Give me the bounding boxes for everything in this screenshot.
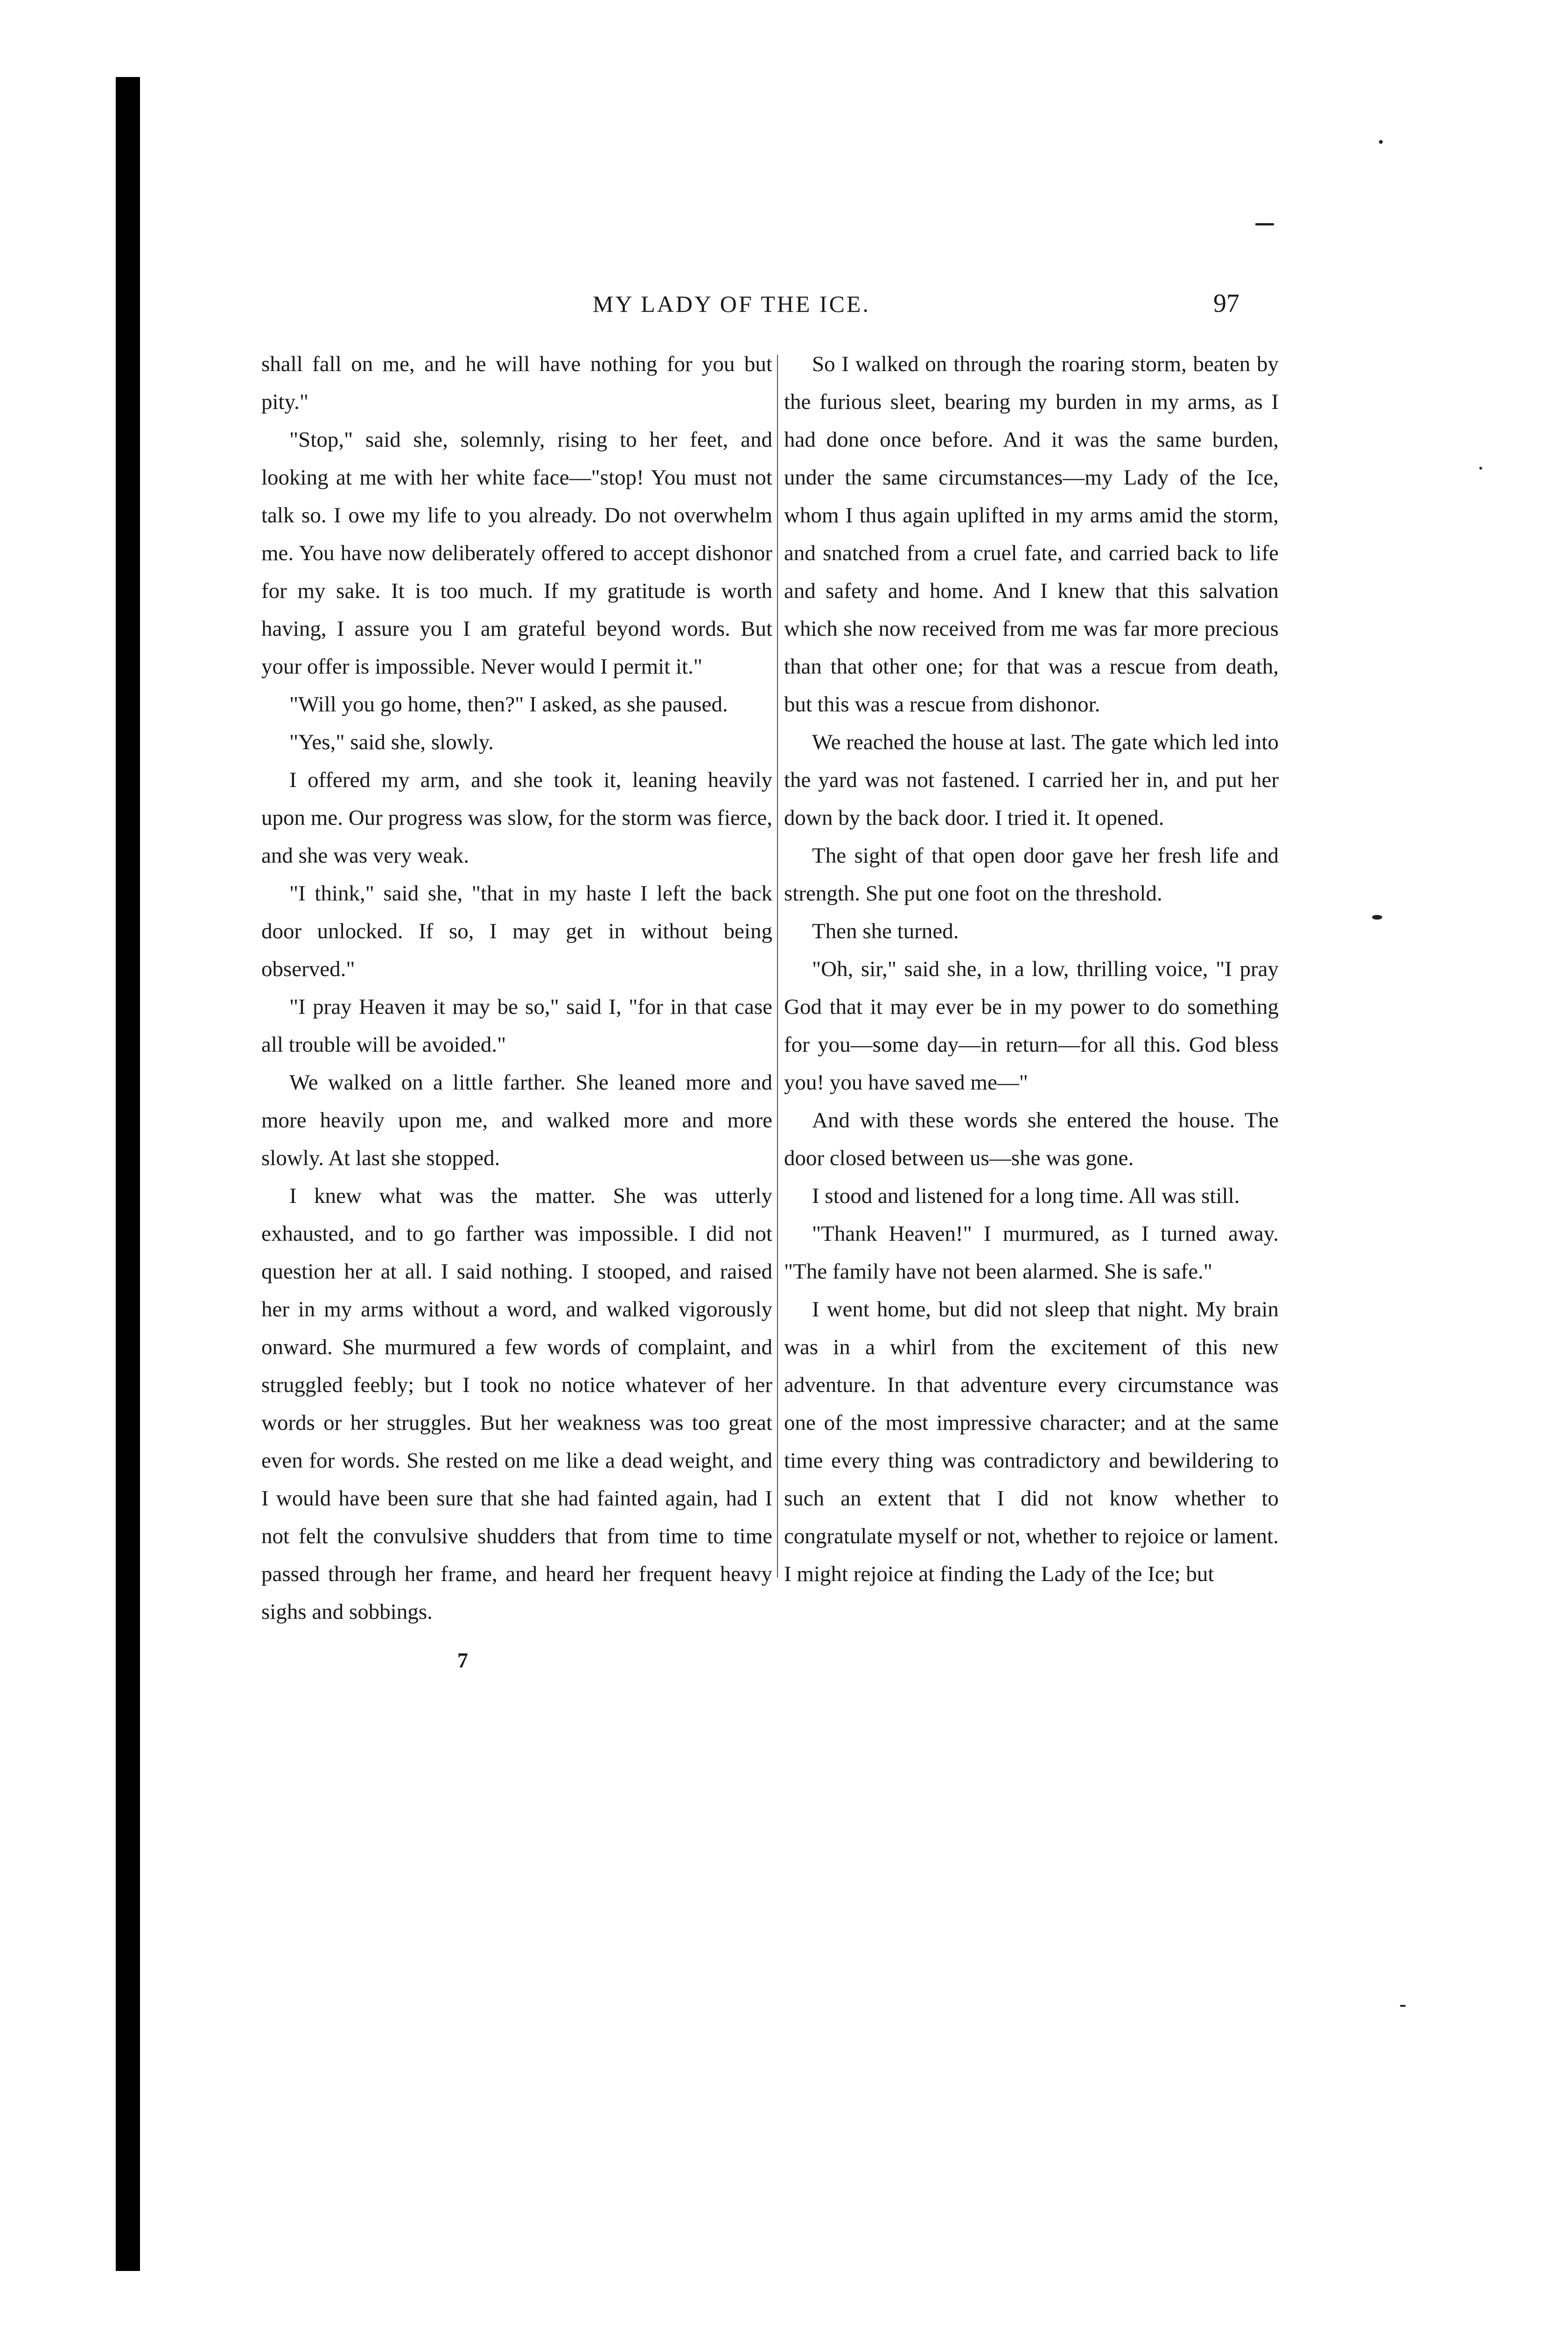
scan-speck: [1372, 915, 1382, 920]
paragraph: "Thank Heaven!" I murmured, as I turned away. "The family have not been alarmed. She is safe.": [784, 1222, 1279, 1284]
running-head: MY LADY OF THE ICE.: [593, 291, 870, 317]
page-number: 97: [1213, 289, 1239, 318]
paragraph: And with these words she entered the house. The door closed between us—she was gone.: [784, 1108, 1279, 1170]
paragraph: "Yes," said she, slowly.: [289, 730, 494, 754]
paragraph: "Will you go home, then?" I asked, as she paused.: [289, 692, 728, 717]
paragraph: We reached the house at last. The gate which led into the yard was not fastened. I carried her in, and put her down by the back door. I tried it. It opened.: [784, 730, 1279, 830]
paragraph: shall fall on me, and he will have nothing for you but pity.": [261, 352, 772, 414]
left-column: [261, 345, 772, 1631]
signature-mark: 7: [457, 1648, 468, 1672]
paragraph: We walked on a little farther. She leaned more and more heavily upon me, and walked more and more slowly. At last she stopped.: [261, 1070, 772, 1170]
right-column: [784, 345, 1279, 1593]
scan-speck: [1255, 223, 1274, 225]
paragraph: "Stop," said she, solemnly, rising to her feet, and looking at me with her white face—"stop! You must not talk so. I owe my life to you already. Do not overwhelm me. You have now deliberately offered to accept dishonor for my sake. It is too much. If my gratitude is worth having, I assure you I am grateful beyond words. But your offer is impossible. Never would I permit it.": [261, 428, 772, 679]
paragraph: "Oh, sir," said she, in a low, thrilling voice, "I pray God that it may ever be in my power to do something for you—some day—in return—for all this. God bless you! you have saved me—": [784, 957, 1279, 1095]
paragraph: "I pray Heaven it may be so," said I, "for in that case all trouble will be avoided.": [261, 995, 772, 1057]
paragraph: "I think," said she, "that in my haste I left the back door unlocked. If so, I may get in without being observed.": [261, 881, 772, 981]
scan-speck: [1379, 140, 1383, 144]
column-divider: [777, 355, 778, 1578]
paragraph: The sight of that open door gave her fresh life and strength. She put one foot on the threshold.: [784, 844, 1279, 906]
paragraph: I offered my arm, and she took it, leaning heavily upon me. Our progress was slow, for the storm was fierce, and she was very weak.: [261, 768, 772, 868]
paragraph: I stood and listened for a long time. All was still.: [812, 1184, 1240, 1208]
paragraph: So I walked on through the roaring storm, beaten by the furious sleet, bearing my burden in my arms, as I had done once before. And it was the same burden, under the same circumstances—my Lady of the Ice, whom I thus again uplifted in my arms amid the storm, and snatched from a cruel fate, and carried back to life and safety and home. And I knew that this salvation which she now received from me was far more precious than that other one; for that was a rescue from death, but this was a rescue from dishonor.: [784, 352, 1279, 717]
paragraph: Then she turned.: [812, 919, 959, 943]
paragraph: I went home, but did not sleep that night. My brain was in a whirl from the excitement of this new adventure. In that adventure every circumstance was one of the most impressive character; and at the same time every thing was contradictory and bewildering to such an extent that I did not know whether to congratulate myself or not, whether to rejoice or lament. I might rejoice at finding the Lady of the Ice; but: [784, 1297, 1279, 1586]
binding-shadow: [116, 77, 140, 2271]
scan-speck: [1479, 467, 1482, 470]
paragraph: I knew what was the matter. She was utterly exhausted, and to go farther was impossible. I did not question her at all. I said nothing. I stooped, and raised her in my arms without a word, and walked vigorously onward. She murmured a few words of complaint, and struggled feebly; but I took no notice whatever of her words or her struggles. But her weakness was too great even for words. She rested on me like a dead weight, and I would have been sure that she had fainted again, had I not felt the convulsive shudders that from time to time passed through her frame, and heard her frequent heavy sighs and sobbings.: [261, 1184, 772, 1624]
scan-speck: [1400, 2005, 1406, 2007]
